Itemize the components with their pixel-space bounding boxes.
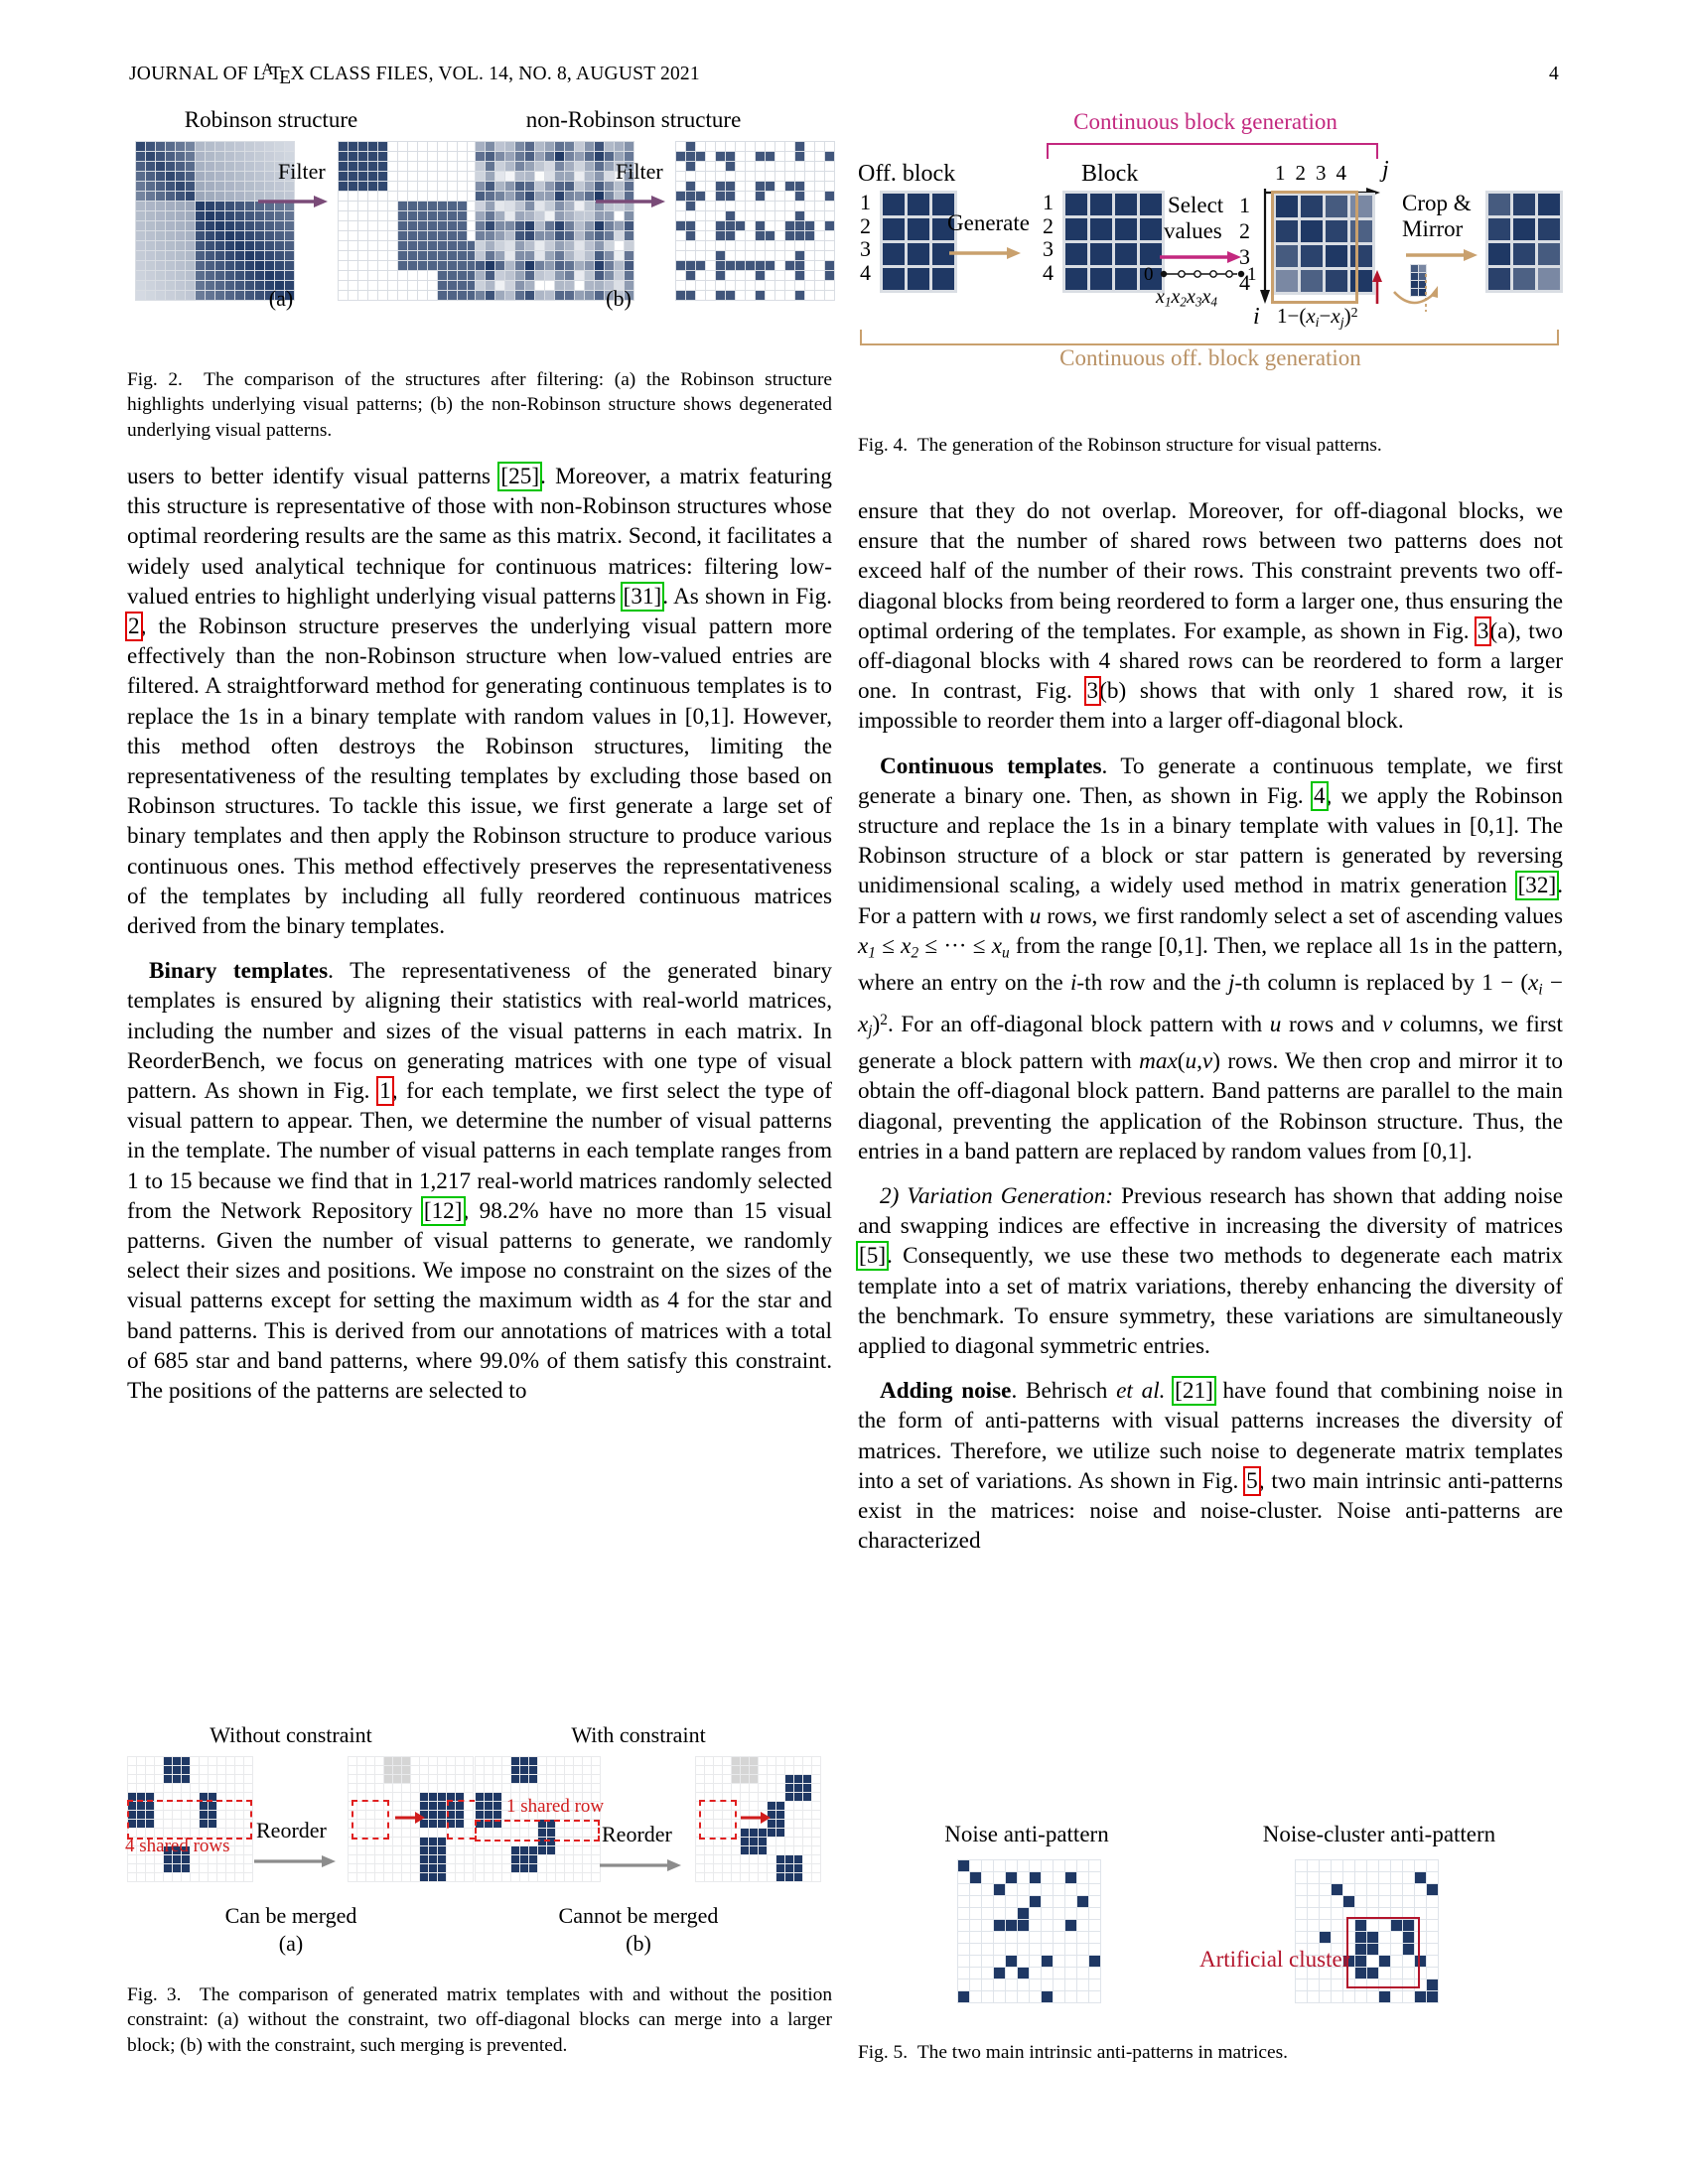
citation-32[interactable]: [32] [1517, 873, 1557, 899]
fig3-result-right: Cannot be merged [558, 1903, 719, 1928]
fig2-filter-label-left: Filter [278, 159, 326, 184]
fig3-caption-label: Fig. 3. [127, 1984, 182, 2005]
citation-31[interactable]: [31] [623, 583, 662, 610]
figref-5[interactable]: 5 [1246, 1467, 1258, 1494]
fig4-caption [858, 433, 1563, 458]
right-paragraph-3: 2) Variation Generation: Previous research has shown that adding noise and swapping indices are effective in increasing the diversity of matrices [5]. Consequently, we use these two methods to degenerate each matrix template into a set of matrix variations, thereby enhancing the diversity of the benchmark. To ensure symmetry, these variations are simultaneously applied to diagonal symmetric entries. [858, 1182, 1563, 1359]
fig4-cont-row-4: 4 [1239, 270, 1250, 295]
fig4-axis-i-arrow [1259, 187, 1271, 306]
fig4-cont-row-2: 2 [1239, 218, 1250, 243]
figure-5 [858, 1822, 1563, 2000]
fig4-offblock-result-matrix [1485, 191, 1563, 293]
fig3-a-shared-rows-label: 4 shared rows [125, 1836, 230, 1856]
running-head-title: JOURNAL OF $L^ATEX$ CLASS FILES, VOL. 14, NO. 8, AUGUST 2021 [129, 60, 700, 89]
fig4-col-4: 4 [1336, 161, 1356, 185]
fig4-select-label: Select [1168, 193, 1224, 217]
fig2-sublabel-b: (b) [606, 286, 632, 311]
fig4-block-rowlabels [1043, 191, 1054, 284]
left-column-body [127, 462, 832, 1693]
fig4-col-1: 1 [1275, 161, 1296, 185]
fig2-sublabel-a: (a) [268, 286, 294, 311]
fig3-a-reorder-label: Reorder [256, 1818, 327, 1843]
fig4-cont-rowlabels [1239, 193, 1250, 296]
figref-4[interactable]: 4 [1313, 782, 1326, 809]
fig4-offblock-row-1: 1 [860, 190, 871, 214]
left-paragraph-1: users to better identify visual patterns [25]. Moreover, a matrix featuring this structure is representative of those with non-Robinson structures whose optimal reordering results are the same as this matrix. Second, it facilitates a widely used analytical technique for continuous matrices: filtering low-valued entries to highlight underlying visual patterns [31]. As shown in Fig. 2, the Robinson structure preserves the underlying visual pattern more effectively than the non-Robinson structure when low-valued entries are filtered. A straightforward method for generating continuous templates is to replace the 1s in a binary template with random values in [0,1]. However, this method often destroys the Robinson structures, limiting the representativeness of the resulting templates by excluding those based on Robinson structures. To tackle this issue, we first generate a large set of binary templates and then apply the Robinson structure to produce various continuous ones. This method effectively preserves the representativeness of the templates by including all fully reordered continuous matrices derived from the binary templates. [127, 464, 832, 940]
fig3-a-arrow [254, 1854, 336, 1868]
fig4-cont-collabels [1275, 161, 1356, 186]
right-paragraph-4: Adding noise. Behrisch et al. [21] have found that combining noise in the form of anti-patterns with visual patterns increases the diversity of matrices. Therefore, we utilize such noise to degenerate matrix templates into a set of variations. As shown in Fig. 5, two main intrinsic anti-patterns exist in the matrices: noise and noise-cluster. Noise anti-patterns are characterized [858, 1378, 1563, 1555]
citation-25[interactable]: [25] [500, 464, 540, 489]
fig3-a-shared-rows-box [127, 1800, 252, 1840]
fig4-scale-zero: 0 [1144, 264, 1154, 285]
fig2-nonrobinson-matrix [475, 141, 634, 301]
fig2-caption-label: Fig. 2. [127, 369, 183, 390]
right-para4-etal: et al. [1116, 1378, 1166, 1405]
fig4-caption-text: The generation of the Robinson structure for visual patterns. [916, 435, 1382, 456]
figref-3a[interactable]: 3 [1477, 617, 1489, 644]
right-para3-heading: 2) Variation Generation: [880, 1182, 1114, 1209]
fig4-formula-pointer [1370, 270, 1384, 304]
fig5-title-left: Noise anti-pattern [944, 1822, 1109, 1846]
figref-2[interactable]: 2 [128, 614, 140, 640]
fig4-values-label: values [1164, 218, 1222, 243]
figure-2 [127, 99, 832, 328]
fig3-b-shared-row-box [475, 1820, 600, 1842]
fig2-robinson-filtered-matrix [338, 141, 497, 301]
fig4-value-scale [1156, 264, 1251, 284]
fig2-caption-text: The comparison of the structures after filtering: (a) the Robinson structure highlights underlying visual patterns; (b) the non-Robinson structure shows degenerated underlying visual patterns. [127, 369, 833, 441]
fig3-b-result-box1 [699, 1800, 737, 1840]
latex-logo: $L^ATEX$ [253, 60, 305, 89]
fig4-block-row-4: 4 [1043, 259, 1054, 285]
right-para4-heading: Adding noise [880, 1378, 1012, 1405]
fig4-banner-top: Continuous block generation [1073, 109, 1337, 134]
fig4-caption-label: Fig. 4. [858, 435, 909, 456]
fig3-a-inner-arrow [395, 1812, 425, 1824]
citation-21[interactable]: [21] [1175, 1378, 1213, 1405]
fig3-a-result-box1 [352, 1800, 389, 1840]
fig2-arrow-right [596, 195, 665, 208]
fig3-sublabel-a: (a) [278, 1931, 304, 1956]
fig4-label-block: Block [1081, 161, 1139, 187]
fig4-crop-arrow [1406, 248, 1477, 262]
fig4-brace-top [1047, 143, 1378, 159]
fig2-nonrobinson-filtered-matrix [675, 141, 835, 301]
fig5-caption-text: The two main intrinsic anti-patterns in matrices. [916, 2042, 1288, 2063]
fig2-caption [127, 367, 832, 443]
fig4-col-3: 3 [1316, 161, 1336, 185]
fig3-b-reorder-label: Reorder [602, 1822, 672, 1846]
fig4-scale-one: 1 [1247, 264, 1257, 285]
fig4-banner-bottom: Continuous off. block generation [1059, 345, 1361, 370]
fig4-axis-i: i [1253, 304, 1260, 330]
figure-3 [125, 1722, 832, 1956]
running-head [129, 60, 1559, 89]
fig4-label-off-block: Off. block [858, 161, 956, 187]
fig3-b-inner-arrow [741, 1812, 771, 1824]
right-para2-heading: Continuous templates [880, 752, 1102, 779]
fig5-title-right: Noise-cluster anti-pattern [1262, 1822, 1496, 1846]
fig2-title-right: non-Robinson structure [525, 107, 742, 132]
fig4-crop-highlight-box [1271, 191, 1358, 304]
fig4-off-block-matrix [880, 191, 957, 293]
right-paragraph-1: ensure that they do not overlap. Moreover, for off-diagonal blocks, we ensure that the number of shared rows between two patterns does not exceed half of the number of their rows. This constraint prevents two off-diagonal blocks from being reordered to form a larger one, thus ensuring the optimal ordering of the templates. For example, as shown in Fig. 3(a), two off-diagonal blocks with 4 shared rows can be reordered to form a larger one. In contrast, Fig. 3(b) shows that with only 1 shared row, it is impossible to reorder them into a larger off-diagonal block. [858, 498, 1563, 735]
figref-3b[interactable]: 3 [1086, 678, 1099, 705]
fig4-cont-row-1: 1 [1239, 193, 1250, 217]
fig4-mirror-axis-icon [1390, 274, 1440, 314]
fig2-arrow-left [258, 195, 328, 208]
fig2-title-left: Robinson structure [184, 107, 358, 132]
fig3-title-right: With constraint [571, 1722, 706, 1747]
fig5-artificial-cluster-box [1346, 1917, 1420, 1988]
fig4-offblock-rowlabels [860, 191, 871, 284]
fig5-artificial-cluster-label: Artificial cluster [1199, 1947, 1350, 1972]
fig3-sublabel-b: (b) [626, 1931, 651, 1956]
fig4-generate-label: Generate [947, 210, 1030, 235]
fig4-select-arrow [1160, 250, 1241, 264]
fig4-scale-vars: $x_1x_2x_3x_4$ [1156, 286, 1217, 310]
fig3-b-shared-row-label: 1 shared row [506, 1796, 605, 1817]
fig4-block-row-2: 2 [1043, 212, 1054, 238]
left-para2-heading: Binary templates [149, 958, 329, 985]
fig4-cont-row-3: 3 [1239, 244, 1250, 269]
citation-5[interactable]: [5] [859, 1243, 887, 1270]
fig3-title-left: Without constraint [210, 1722, 372, 1747]
fig3-caption-text: The comparison of generated matrix templates with and without the position constraint: (a) without the constraint, two off-diagonal blocks can merge into a larger block; (b) with the constraint, such merging is prevented. [127, 1984, 833, 2056]
fig4-offblock-row-2: 2 [860, 212, 871, 238]
fig5-caption-label: Fig. 5. [858, 2042, 909, 2063]
fig4-col-2: 2 [1295, 161, 1316, 185]
fig3-b-arrow [600, 1858, 681, 1872]
fig4-crop-label: Crop & [1402, 191, 1472, 215]
right-paragraph-2: Continuous templates. To generate a continuous template, we first generate a binary one. Then, as shown in Fig. 4, we apply the Robinson structure and replace the 1s in a binary template with values in [0,1]. The Robinson structure of a block or star pattern is generated by reversing unidimensional scaling, a widely used method in matrix generation [32]. For a pattern with u rows, we first randomly select a set of ascending values $x_1 \le x_2$ ≤ ··· ≤ $x_u$ from the range [0,1]. Then, we replace all 1s in the pattern, where an entry on the i-th row and the j-th column is replaced by $1 - (x_i - x_j)^2$. For an off-diagonal block pattern with u rows and v columns, we first generate a block pattern with max(u,v) rows. We then crop and mirror it to obtain the off-diagonal block pattern. Band patterns are parallel to the main diagonal, preventing the application of the Robinson structure. Thus, the entries in a band pattern are replaced by random values from [0,1]. [858, 752, 1563, 1164]
fig4-formula: $1-(x_i-x_j)^2$ [1277, 304, 1358, 330]
fig4-block-row-3: 3 [1043, 236, 1054, 261]
fig4-block-row-1: 1 [1043, 190, 1054, 214]
right-column-body [858, 496, 1563, 1787]
figref-1[interactable]: 1 [379, 1078, 391, 1105]
fig4-mirror-label: Mirror [1402, 216, 1464, 241]
fig4-brace-bottom [860, 330, 1559, 345]
fig4-generate-arrow [949, 246, 1021, 260]
fig2-robinson-matrix [135, 141, 295, 301]
fig5-noise-matrix [957, 1859, 1101, 2003]
fig2-filter-label-right: Filter [616, 159, 663, 184]
fig4-axis-j: j [1382, 157, 1389, 183]
page-number: 4 [1549, 64, 1559, 84]
figure-4 [858, 99, 1563, 387]
left-paragraph-2: Binary templates. The representativeness of the generated binary templates is ensured by aligning their statistics with real-world matrices, including the number and sizes of the visual patterns in each matrix. In ReorderBench, we focus on generating matrices with one type of visual pattern. As shown in Fig. 1, for each template, we first select the type of visual pattern to appear. Then, we determine the number of visual patterns in the template. The number of visual patterns in each template ranges from 1 to 15 because we find that in 1,217 real-world matrices randomly selected from the Network Repository [12], 98.2% have no more than 15 visual patterns. Given the number of visual patterns to generate, we randomly select their sizes and positions. We impose no constraint on the sizes of the visual patterns except for setting the maximum width as 4 for the star and band patterns. This is derived from our annotations of matrices with a total of 685 star and band patterns, where 99.0% of them satisfy this constraint. The positions of the patterns are selected to [127, 958, 833, 1405]
citation-12[interactable]: [12] [423, 1197, 463, 1224]
fig3-result-left: Can be merged [224, 1903, 357, 1928]
fig3-caption [127, 1982, 832, 2058]
fig5-caption [858, 2040, 1563, 2065]
fig4-offblock-row-4: 4 [860, 259, 871, 285]
fig4-offblock-row-3: 3 [860, 236, 871, 261]
